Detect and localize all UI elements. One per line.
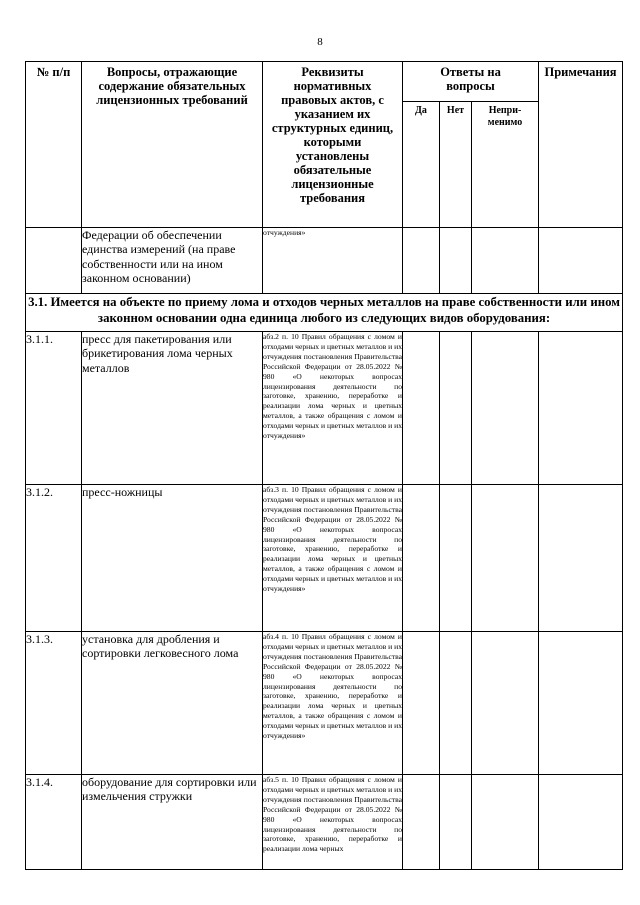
header-yes: Да xyxy=(403,102,440,228)
header-requisites: Реквизиты нормативных правовых актов, с указанием их структурных единиц, которыми установлены обязательные лицензионные требования xyxy=(263,62,403,228)
requisites-cell: абз.5 п. 10 Правил обращения с ломом и отходами черных и цветных металлов и их отчуждения постановления Правительства Российской Федерации от 28.05.2022 № 980 «О некоторых вопросах лицензирования деятельности по заготовке, хранению, переработке и реализации лома черных xyxy=(263,775,403,870)
license-requirements-table xyxy=(25,61,623,870)
row-number: 3.1.1. xyxy=(26,332,82,485)
question-cell: оборудование для сортировки или измельчения стружки xyxy=(82,775,263,870)
header-num: № п/п xyxy=(26,62,82,228)
header-note: Примечания xyxy=(539,62,623,228)
requisites-cell: отчуждения» xyxy=(263,228,403,294)
question-cell: пресс-ножницы xyxy=(82,485,263,632)
section-title: 3.1. Имеется на объекте по приему лома и отходов черных металлов на праве собственности или ином законном основании одна единица любого из следующих видов оборудования: xyxy=(26,294,623,332)
question-cell: пресс для пакетирования или брикетирования лома черных металлов xyxy=(82,332,263,485)
table-row xyxy=(26,632,623,775)
table-row xyxy=(26,332,623,485)
requisites-cell: абз.3 п. 10 Правил обращения с ломом и отходами черных и цветных металлов и их отчуждения постановления Правительства Российской Федерации от 28.05.2022 № 980 «О некоторых вопросах лицензирования деятельности по заготовке, хранению, переработке и реализации лома черных и цветных металлов, а также обращения с ломом и отходами черных и цветных металлов и их отчуждения» xyxy=(263,485,403,632)
section-row xyxy=(26,294,623,332)
requisites-cell: абз.4 п. 10 Правил обращения с ломом и отходами черных и цветных металлов и их отчуждения постановления Правительства Российской Федерации от 28.05.2022 № 980 «О некоторых вопросах лицензирования деятельности по заготовке, хранению, переработке и реализации лома черных и цветных металлов, а также обращения с ломом и отходами черных и цветных металлов и их отчуждения» xyxy=(263,632,403,775)
row-number: 3.1.2. xyxy=(26,485,82,632)
row-number: 3.1.4. xyxy=(26,775,82,870)
row-number: 3.1.3. xyxy=(26,632,82,775)
table-row xyxy=(26,775,623,870)
requisites-cell: абз.2 п. 10 Правил обращения с ломом и отходами черных и цветных металлов и их отчуждения постановления Правительства Российской Федерации от 28.05.2022 № 980 «О некоторых вопросах лицензирования деятельности по заготовке, хранению, переработке и реализации лома черных и цветных металлов, а также обращения с ломом и отходами черных и цветных металлов и их отчуждения» xyxy=(263,332,403,485)
header-not-applicable: Непри-менимо xyxy=(472,102,539,228)
table-row xyxy=(26,228,623,294)
table-row xyxy=(26,485,623,632)
page-number: 8 xyxy=(317,36,323,48)
header-answers: Ответы на вопросы xyxy=(403,62,539,102)
question-cell: установка для дробления и сортировки легковесного лома xyxy=(82,632,263,775)
question-cell: Федерации об обеспечении единства измерений (на праве собственности или на ином законном основании) xyxy=(82,228,263,294)
header-no: Нет xyxy=(440,102,472,228)
header-question: Вопросы, отражающие содержание обязательных лицензионных требований xyxy=(82,62,263,228)
